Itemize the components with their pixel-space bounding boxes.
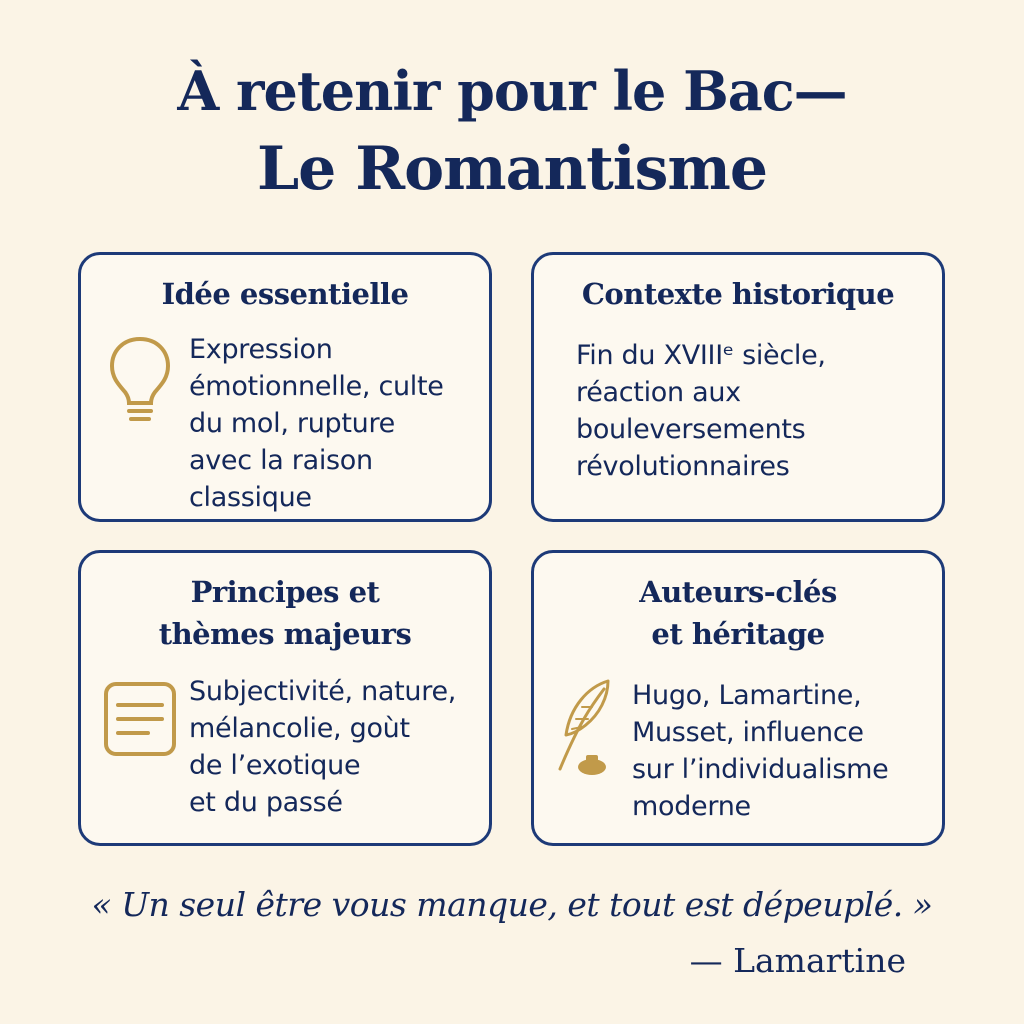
card-body: Fin du XVIIIᵉ siècle, réaction aux bouleversements révolutionnaires [576, 340, 826, 482]
document-lines-icon [103, 681, 177, 757]
quill-inkwell-icon [548, 677, 620, 777]
card-body: Hugo, Lamartine, Musset, influence sur l’individualisme moderne [632, 680, 889, 822]
page-title-line-1: À retenir pour le Bac— [177, 59, 847, 123]
card-contexte-historique [531, 252, 945, 522]
quote-author: — Lamartine [689, 941, 906, 980]
card-body: Expression émotionnelle, culte du mol, rupture avec la raison classique [189, 334, 444, 513]
lightbulb-icon [107, 335, 173, 427]
card-idee-essentielle [78, 252, 492, 522]
page-title-line-2: Le Romantisme [256, 134, 768, 204]
page-title [0, 52, 1024, 208]
card-auteurs-heritage [531, 550, 945, 846]
card-title: Auteurs-clés et héritage [639, 575, 837, 651]
quote-text: « Un seul être vous manque, et tout est dépeuplé. » [91, 885, 933, 924]
card-title: Contexte historique [581, 277, 895, 311]
card-title: Principes et thèmes majeurs [158, 575, 412, 651]
card-principes-themes [78, 550, 492, 846]
card-body: Subjectivité, nature, mélancolie, goùt de l’exotique et du passé [189, 676, 457, 818]
card-title: Idée essentielle [161, 277, 409, 311]
